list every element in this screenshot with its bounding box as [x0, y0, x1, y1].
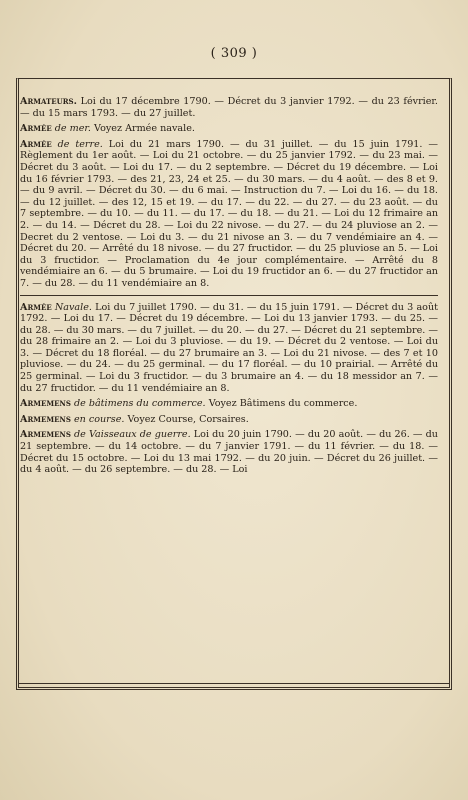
- entry-head: Armée: [20, 123, 52, 135]
- section-divider: [20, 295, 438, 296]
- entry-text: Voyez Course, Corsaires.: [127, 413, 249, 425]
- entry-text: Voyez Bâtimens du commerce.: [208, 398, 358, 410]
- entry-text: Loi du 7 juillet 1790. — du 31. — du 15 juin 1791. — Décret du 3 août 1792. — Loi du 17. — Décret du 19 décembre. — Loi du 13 janvier 1793. — du 25. — du 28. — du 30 mars. — du 7 juillet. — du 20. — du 27. — Décret du 21 septembre. — du 28 frimaire an 2. — Loi du 3 pluviose. — du 19. — Décret du 2 ventose. — Loi du 3. — Décret du 18 floréal. — du 27 brumaire an 3. — Loi du 21 nivose. — des 7 et 10 pluviose. — du 24. — du 25 germinal. — du 17 floréal. — du 10 prairial. — Arrêté du 25 germinal. — Loi du 3 fructidor. — du 3 brumaire an 4. — du 18 messidor an 7. — du 27 fructidor. — du 11 vendémiaire an 8.: [20, 301, 438, 394]
- index-entry: [20, 139, 438, 290]
- index-entry: [20, 96, 438, 119]
- entry-sub: en course.: [73, 413, 125, 425]
- bottom-rule: [18, 683, 450, 684]
- entry-head: Armée: [20, 138, 52, 150]
- entry-text: Loi du 17 décembre 1790. — Décret du 3 janvier 1792. — du 23 février. — du 15 mars 1793. — du 27 juillet.: [20, 96, 438, 119]
- index-entry: [20, 302, 438, 395]
- index-entry: [20, 123, 438, 135]
- entry-text: Voyez Armée navale.: [94, 123, 195, 135]
- entry-head: Armemens: [20, 413, 71, 425]
- entry-sub: Navale.: [54, 301, 92, 313]
- page-number: ( 309 ): [210, 46, 258, 61]
- index-entry: [20, 429, 438, 475]
- index-entry: [20, 414, 438, 426]
- entry-head: Armée: [20, 301, 52, 313]
- index-content: [20, 96, 438, 480]
- entry-text: Loi du 21 mars 1790. — du 31 juillet. — du 15 juin 1791. — Règlement du 1er août. — Loi du 21 octobre. — du 25 janvier 1792. — du 23 mai. — Décret du 3 août. — Loi du 17. — du 2 septembre. — Décret du 19 décembre. — Loi du 16 février 1793. — des 21, 23, 24 et 25. — du 30 mars. — du 4 août. — des 8 et 9. — du 9 avril. — Décret du 30. — du 6 mai. — Instruction du 7. — Loi du 16. — du 18. — du 12 juillet. — des 12, 15 et 19. — du 17. — du 22. — du 27. — du 23 août. — du 7 septembre. — du 10. — du 11. — du 17. — du 18. — du 21. — Loi du 12 frimaire an 2. — du 14. — Décret du 28. — Loi du 22 nivose. — du 27. — du 24 pluviose an 2. — Decret du 2 ventose. — Loi du 3. — du 21 nivose an 3. — du 7 vendémiaire an 4. — Décret du 20. — Arrêté du 18 nivose. — du 27 fructidor. — du 25 pluviose an 5. — Loi du 3 fructidor. — Proclamation du 4e jour complémentaire. — Arrêté du 8 vendémiaire an 6. — du 5 brumaire. — Loi du 19 fructidor an 6. — du 27 fructidor an 7. — du 28. — du 11 vendémiaire an 8.: [20, 138, 438, 289]
- entry-text: Loi du 20 juin 1790. — du 20 août. — du 26. — du 21 septembre. — du 14 octobre. — du 7 janvier 1791. — du 11 février. — du 18. — Décret du 15 octobre. — Loi du 13 mai 1792. — du 20 juin. — Décret du 26 juillet. — du 4 août. — du 26 septembre. — du 28. — Loi: [20, 429, 438, 476]
- index-entry: [20, 398, 438, 410]
- entry-sub: de mer.: [54, 123, 91, 135]
- entry-sub: de terre.: [57, 138, 103, 150]
- entry-sub: de bâtimens du commerce.: [73, 398, 206, 410]
- entry-head: Armemens: [20, 398, 71, 410]
- entry-head: Armateurs.: [20, 96, 77, 107]
- entry-head: Armemens: [20, 429, 71, 441]
- entry-sub: de Vaisseaux de guerre.: [74, 429, 191, 441]
